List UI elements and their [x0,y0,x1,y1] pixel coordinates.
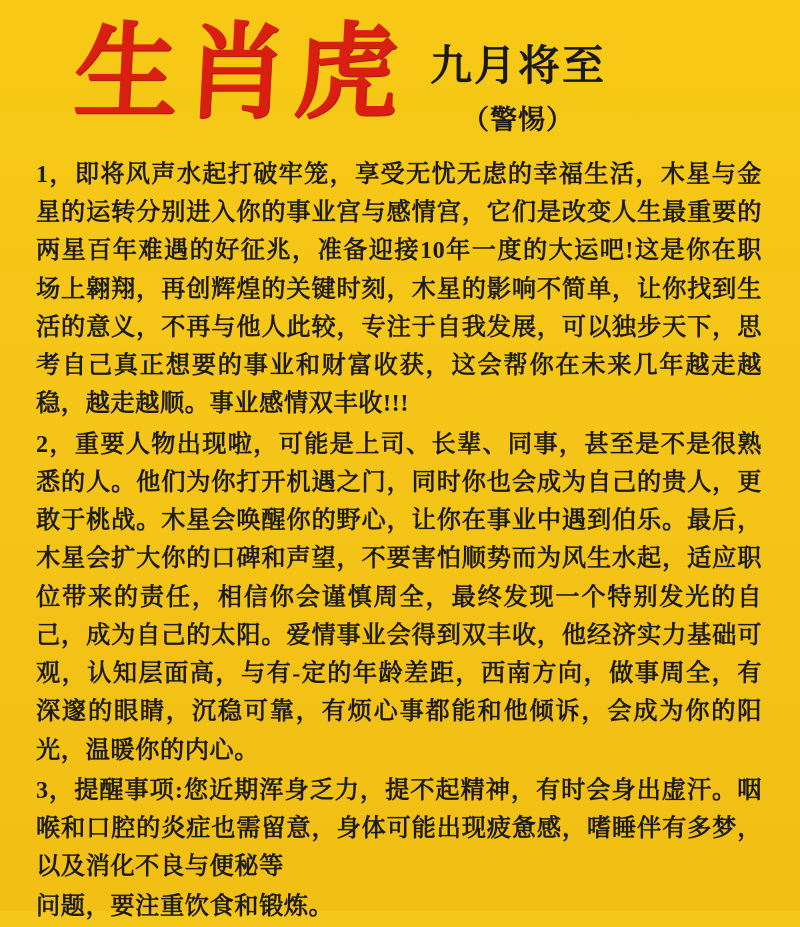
paragraph-1: 1，即将风声水起打破牢笼，享受无忧无虑的幸福生活，木星与金星的运转分别进入你的事业宫与感情宫，它们是改变人生最重要的两星百年难遇的好征兆，准备迎接10年一度的大运吧!这是你在职场上翱翔，再创辉煌的关键时刻，木星的影响不简单，让你找到生活的意义，不再与他人此较，专注于自我发展，可以独步天下，思考自己真正想要的事业和财富收获，这会帮你在未来几年越走越稳，越走越顺。事业感情双丰收!!! [36,161,762,418]
title-side-group [430,44,606,137]
paragraph-2: 2，重要人物出现啦，可能是上司、长辈、同事，甚至是不是很熟悉的人。他们为你打开机遇之门，同时你也会成为自己的贵人，更敢于桃战。木星会唤醒你的野心，让你在事业中遇到伯乐。最后，木星会扩大你的口碑和声望，不要害怕顺势而为风生水起，适应职位带来的责任，相信你会谨慎周全，最终发现一个特别发光的自己，成为自己的太阳。爱情事业会得到双丰收，他经济实力基础可观，认知层面高，与有-定的年龄差距，西南方向，做事周全，有深邃的眼睛，沉稳可靠，有烦心事都能和他倾诉，会成为你的阳光，温暖你的内心。 [36,430,762,764]
paragraph-4: 问题，要注重饮食和锻炼。 [36,893,334,921]
poster-header [30,0,770,150]
article-body [30,156,770,927]
warning-note: （警惕） [462,105,575,136]
paragraph-3: 3，提醒事项:您近期浑身乏力，提不起精神，有时会身出虚汗。咽喉和口腔的炎症也需留意，身体可能出现疲惫感，嗜睡伴有多梦，以及消化不良与便秘等 [36,776,762,881]
page-title: 生肖虎 [71,16,408,131]
subtitle: 九月将至 [430,44,607,90]
